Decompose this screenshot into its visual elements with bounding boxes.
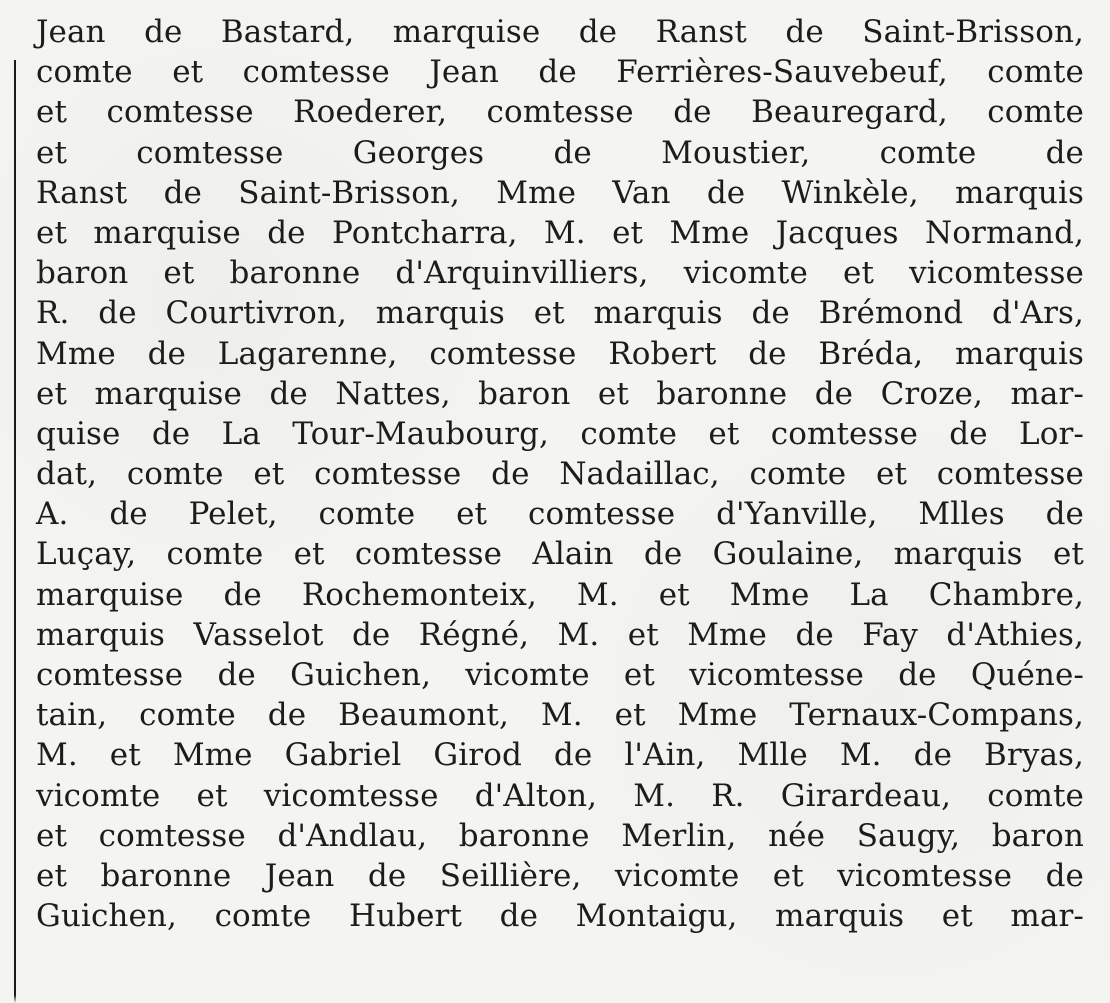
text-line: quise de La Tour-Maubourg, comte et comtesse de Lor- xyxy=(36,415,1084,452)
text-line: et comtesse Roederer, comtesse de Beauregard, comte xyxy=(36,94,1084,131)
left-column-rule xyxy=(14,60,16,1003)
text-line: et comtesse Georges de Moustier, comte de xyxy=(36,134,1084,171)
text-line: Luçay, comte et comtesse Alain de Goulaine, marquis et xyxy=(36,536,1084,573)
text-line: Guichen, comte Hubert de Montaigu, marquis et mar- xyxy=(36,898,1084,935)
text-line: M. et Mme Gabriel Girod de l'Ain, Mlle M. de Bryas, xyxy=(36,737,1084,774)
text-line: Mme de Lagarenne, comtesse Robert de Bréda, marquis xyxy=(36,335,1084,372)
text-line: et comtesse d'Andlau, baronne Merlin, née Saugy, baron xyxy=(36,817,1084,854)
bottom-crop-fade xyxy=(0,995,1110,1003)
text-line: marquise de Rochemonteix, M. et Mme La Chambre, xyxy=(36,576,1084,613)
text-line: et marquise de Nattes, baron et baronne de Croze, mar- xyxy=(36,375,1084,412)
text-line: R. de Courtivron, marquis et marquis de Brémond d'Ars, xyxy=(36,295,1084,332)
text-line: comte et comtesse Jean de Ferrières-Sauvebeuf, comte xyxy=(36,54,1084,91)
text-line: tain, comte de Beaumont, M. et Mme Ternaux-Compans, xyxy=(36,697,1084,734)
text-line: et baronne Jean de Seillière, vicomte et vicomtesse de xyxy=(36,857,1084,894)
text-line: Jean de Bastard, marquise de Ranst de Saint-Brisson, xyxy=(36,14,1084,50)
text-line: baron et baronne d'Arquinvilliers, vicomte et vicomtesse xyxy=(36,255,1084,292)
text-line: comtesse de Guichen, vicomte et vicomtesse de Quéne- xyxy=(36,657,1084,693)
text-line: vicomte et vicomtesse d'Alton, M. R. Girardeau, comte xyxy=(36,777,1084,814)
guest-list-article xyxy=(36,12,1084,936)
text-line: A. de Pelet, comte et comtesse d'Yanville, Mlles de xyxy=(36,496,1084,533)
text-line: Ranst de Saint-Brisson, Mme Van de Winkèle, marquis xyxy=(36,174,1084,211)
text-line: et marquise de Pontcharra, M. et Mme Jacques Normand, xyxy=(36,214,1084,251)
text-line: marquis Vasselot de Régné, M. et Mme de Fay d'Athies, xyxy=(36,616,1084,653)
text-line: dat, comte et comtesse de Nadaillac, comte et comtesse xyxy=(36,456,1084,493)
